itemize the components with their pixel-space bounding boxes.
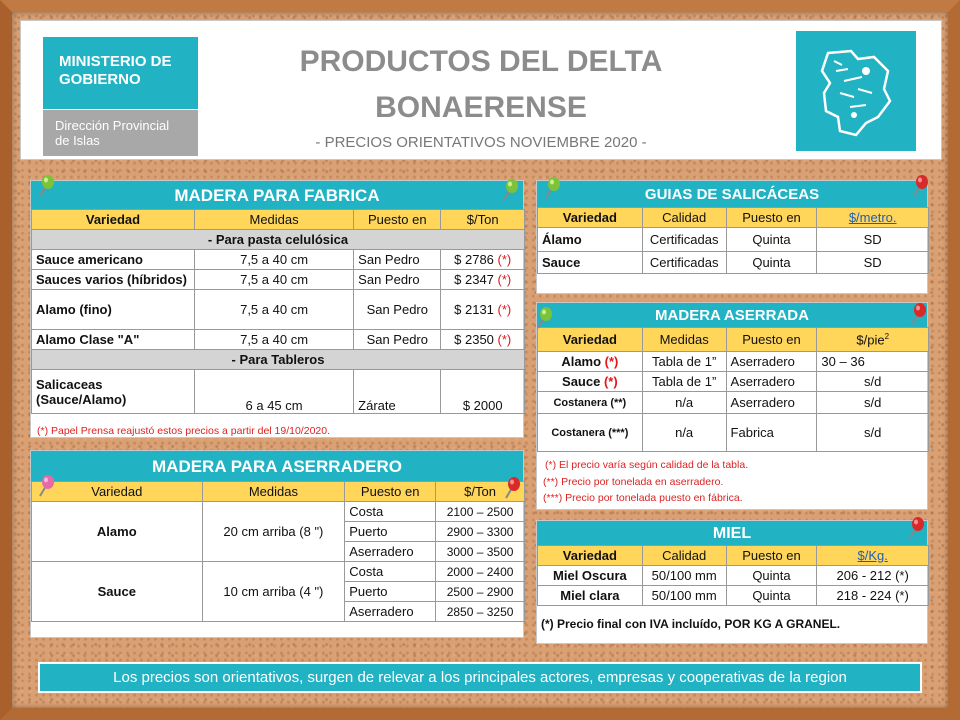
direccion-label: Dirección Provincial de Islas [43,110,198,156]
col-precio: $/Ton [441,210,525,230]
page-title: PRODUCTOS DEL DELTA BONAERENSE [299,45,663,124]
aserradero-table [31,481,525,622]
table-row: Puerto 2900 – 3300 [32,522,525,542]
table-header-row [32,210,525,230]
table-row: Costanera (**) n/a Aserradero s/d [538,392,929,414]
aserradero-title: MADERA PARA ASERRADERO [31,451,523,481]
table-header-row: Variedad Medidas Puesto en $/Ton [32,482,525,502]
pushpin-green-icon [532,304,558,330]
aserradero-panel [30,450,524,638]
table-header-row: Variedad Calidad Puesto en $/Kg. [538,546,929,566]
table-row: Aserradero 3000 – 3500 [32,542,525,562]
pushpin-red-icon [904,514,930,540]
precio-metro-link[interactable]: $/metro. [848,210,897,225]
pushpin-green-icon [498,176,524,202]
table-row: Miel clara 50/100 mm Quinta 218 - 224 (*) [538,586,929,606]
province-map-icon [796,31,916,151]
table-row: Álamo Certificadas Quinta SD [538,228,929,252]
guias-panel [536,180,928,294]
section-row: - Para pasta celulósica [32,230,525,250]
table-row: Sauce Certificadas Quinta SD [538,252,929,274]
aserrada-note-2: (**) Precio por tonelada en aserradero. [543,476,724,488]
col-medidas: Medidas [194,210,353,230]
table-row: Puerto 2500 – 2900 [32,582,525,602]
table-row: Sauce 10 cm arriba (4 ") Costa 2000 – 2400 [32,562,525,582]
col-variedad: Variedad [32,210,195,230]
footer-banner: Los precios son orientativos, surgen de relevar a los principales actores, empresas y cooperativas de la region [38,662,922,693]
pushpin-green-icon [540,174,566,200]
aserrada-panel [536,302,928,510]
fabrica-note: (*) Papel Prensa reajustó estos precios a partir del 19/10/2020. [37,425,331,437]
table-row: Miel Oscura 50/100 mm Quinta 206 - 212 (*) [538,566,929,586]
pushpin-red-icon [908,172,934,198]
ministerio-logo: MINISTERIO DE GOBIERNO [43,37,198,109]
pushpin-pink-icon [34,472,60,498]
aserrada-note-1: (*) El precio varía según calidad de la tabla. [545,459,749,471]
table-row: Costanera (***) n/a Fabrica s/d [538,414,929,452]
precio-kg-link[interactable]: $/Kg. [857,548,888,563]
aserrada-title: MADERA ASERRADA [537,303,927,327]
section-row: - Para Tableros [32,350,525,370]
page-subtitle: - PRECIOS ORIENTATIVOS NOVIEMBRE 2020 - [315,134,647,151]
table-header-row: Variedad Medidas Puesto en $/pie$^2$ [538,328,929,352]
table-row: Aserradero 2850 – 3250 [32,602,525,622]
table-row: Alamo Clase "A" 7,5 a 40 cm San Pedro $ 2350 (*) [32,330,525,350]
table-row: Alamo (fino) 7,5 a 40 cm San Pedro $ 2131 (*) [32,290,525,330]
fabrica-title: MADERA PARA FABRICA [31,181,523,209]
miel-table [537,545,929,606]
guias-title: GUIAS DE SALICÁCEAS [537,181,927,207]
miel-panel [536,520,928,644]
table-row: Salicaceas (Sauce/Alamo) 6 a 45 cm Zárate $ 2000 [32,370,525,414]
aserrada-table [537,327,929,452]
fabrica-panel [30,180,524,438]
fabrica-table [31,209,525,414]
pushpin-green-icon [34,172,60,198]
header-card [20,20,942,160]
table-header-row: Variedad Calidad Puesto en $/metro. [538,208,929,228]
table-row: Sauce (*) Tabla de 1” Aserradero s/d [538,372,929,392]
miel-note: (*) Precio final con IVA incluído, POR KG A GRANEL. [541,617,841,631]
guias-table [537,207,929,274]
table-row: Alamo 20 cm arriba (8 ") Costa 2100 – 2500 [32,502,525,522]
pushpin-red-icon [906,300,932,326]
pushpin-red-icon [500,474,526,500]
col-puesto: Puesto en [354,210,441,230]
miel-title: MIEL [537,521,927,545]
table-row: Sauce americano 7,5 a 40 cm San Pedro $ 2786 (*) [32,250,525,270]
aserrada-note-3: (***) Precio por tonelada puesto en fábrica. [543,492,743,504]
table-row: Alamo (*) Tabla de 1” Aserradero 30 – 36 [538,352,929,372]
table-row: Sauces varios (híbridos) 7,5 a 40 cm San Pedro $ 2347 (*) [32,270,525,290]
